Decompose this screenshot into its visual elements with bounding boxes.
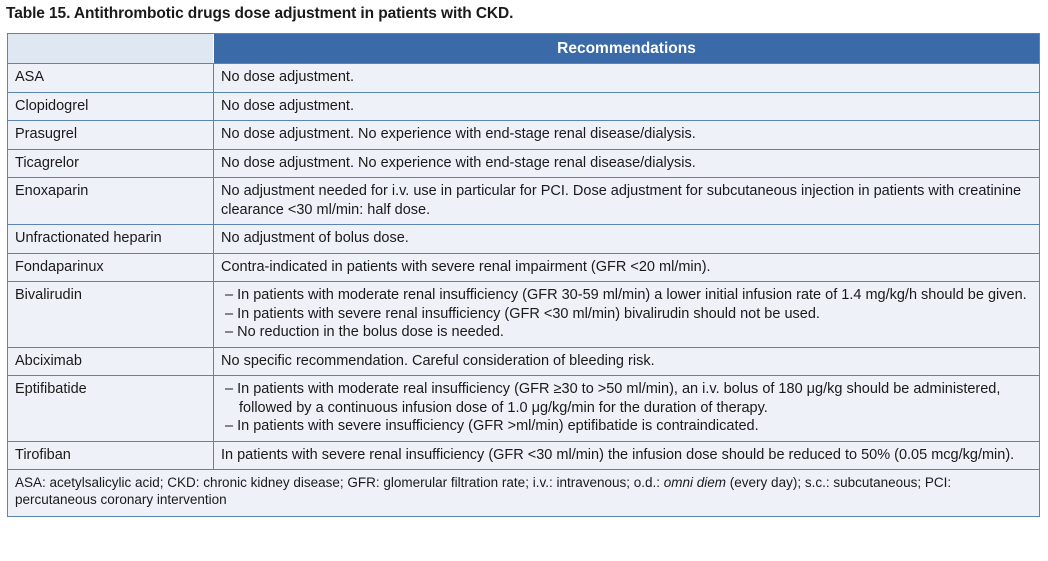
recommendation-cell [214,150,1039,178]
header-recommendations: Recommendations [214,34,1039,63]
drug-dose-table [7,33,1040,517]
recommendation-cell [214,254,1039,282]
table-row [8,224,1039,253]
recommendation-item: – No reduction in the bolus dose is needed. [225,324,504,340]
table-row [8,177,1039,224]
header-drug-column [8,34,214,63]
table-row [8,63,1039,92]
recommendation-text: No dose adjustment. No experience with end-stage renal disease/dialysis. [221,154,696,171]
recommendation-text: No adjustment of bolus dose. [221,230,409,246]
recommendation-text: Contra-indicated in patients with severe renal impairment (GFR <20 ml/min). [221,258,711,275]
recommendation-text: In patients with severe renal insufficiency (GFR <30 ml/min) the infusion dose should be reduced to 50% (0.05 mcg/kg/min). [221,446,1015,463]
footnote-italic-term: omni diem [663,475,727,490]
recommendation-text: No dose adjustment. [221,97,354,114]
table-row [8,149,1039,178]
recommendation-item: – In patients with moderate renal insufficiency (GFR 30-59 ml/min) a lower initial infusion rate of 1.4 mg/kg/h should be given. [225,287,1027,303]
drug-name-cell: Tirofiban [8,442,214,470]
recommendation-cell [214,442,1039,470]
table-row [8,253,1039,282]
table-row [8,441,1039,470]
table-row [8,347,1039,376]
footnote-text-start: ASA: acetylsalicylic acid; CKD: chronic kidney disease; GFR: glomerular filtration rate; i.v.: intravenous; o.d.: [15,475,664,490]
table-row [8,92,1039,121]
drug-name-cell: Prasugrel [8,121,214,149]
recommendation-text: No specific recommendation. Careful consideration of bleeding risk. [221,352,655,369]
table-row [8,120,1039,149]
recommendation-cell [214,225,1039,253]
recommendation-cell [214,93,1039,121]
recommendation-cell [214,282,1039,347]
recommendation-text: No dose adjustment. No experience with end-stage renal disease/dialysis. [221,126,696,142]
table-body [8,63,1039,469]
table-row [8,375,1039,441]
table-footnote [8,469,1039,516]
recommendation-item: – In patients with severe renal insufficiency (GFR <30 ml/min) bivalirudin should not be used. [225,305,820,322]
recommendation-cell [214,121,1039,149]
drug-name-cell: Fondaparinux [8,254,214,282]
recommendation-cell [214,376,1039,441]
drug-name-cell: Enoxaparin [8,178,214,224]
table-title: Table 15. Antithrombotic drugs dose adjustment in patients with CKD. [6,5,514,22]
recommendation-text: No dose adjustment. [221,69,354,85]
recommendation-item: – In patients with severe insufficiency (GFR >ml/min) eptifibatide is contraindicated. [225,418,759,434]
drug-name-cell: Abciximab [8,348,214,376]
recommendation-cell [214,64,1039,92]
table-header [8,34,1039,63]
drug-name-cell: Unfractionated heparin [8,225,214,253]
drug-name-cell: ASA [8,64,214,92]
drug-name-cell: Bivalirudin [8,282,214,347]
footnote-text-end: (every day); s.c.: subcutaneous; PCI: percutaneous coronary intervention [15,475,952,507]
recommendation-item: – In patients with moderate real insufficiency (GFR ≥30 to >50 ml/min), an i.v. bolus of 180 μg/kg should be administered, followed by a continuous infusion dose of 1.0 μg/kg/min for the duration of therapy. [225,381,1001,416]
recommendation-text: No adjustment needed for i.v. use in particular for PCI. Dose adjustment for subcutaneous injection in patients with creatinine clearance <30 ml/min: half dose. [221,183,1022,218]
drug-name-cell: Clopidogrel [8,93,214,121]
drug-name-cell: Ticagrelor [8,150,214,178]
recommendation-cell [214,178,1039,224]
drug-name-cell: Eptifibatide [8,376,214,441]
recommendation-cell [214,348,1039,376]
table-row [8,281,1039,347]
